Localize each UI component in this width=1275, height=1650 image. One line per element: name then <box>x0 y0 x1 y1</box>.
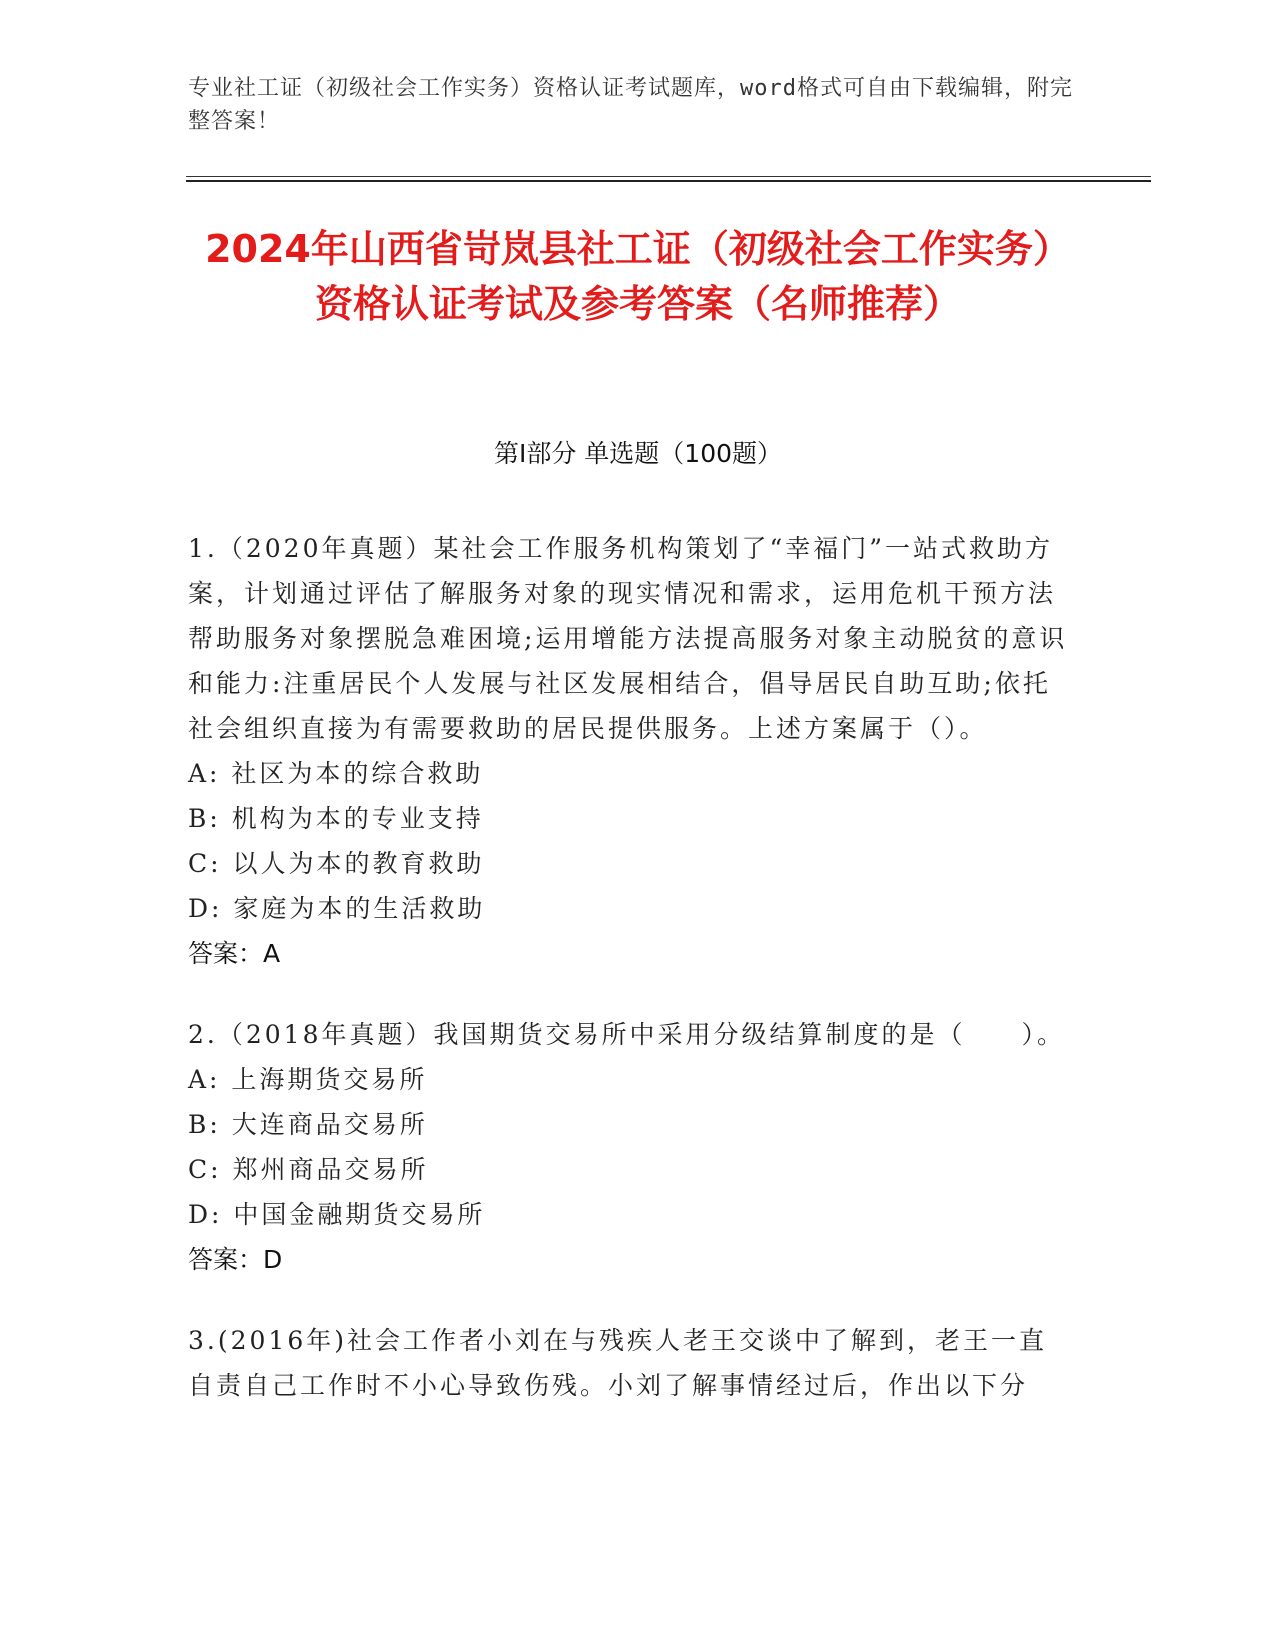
option-a: A: 社区为本的综合救助 <box>188 759 484 788</box>
option-c: C: 以人为本的教育救助 <box>188 849 485 878</box>
document-title: 2024年山西省岢岚县社工证（初级社会工作实务）资格认证考试及参考答案（名师推荐） <box>205 227 1071 326</box>
option-d: D: 中国金融期货交易所 <box>188 1200 486 1229</box>
option-d: D: 家庭为本的生活救助 <box>188 894 486 923</box>
question-3 <box>188 1318 1068 1408</box>
question-stem: 1.（2020年真题）某社会工作服务机构策划了“幸福门”一站式救助方案，计划通过评估了解服务对象的现实情况和需求，运用危机干预方法帮助服务对象摆脱急难困境;运用增能方法提高服务对象主动脱贫的意识和能力:注重居民个人发展与社区发展相结合，倡导居民自助互助;依托社会组织直接为有需要救助的居民提供服务。上述方案属于（）。 <box>188 534 1068 743</box>
option-a: A: 上海期货交易所 <box>188 1065 428 1094</box>
option-b: B: 大连商品交易所 <box>188 1110 428 1139</box>
question-2 <box>188 1012 1068 1282</box>
option-c: C: 郑州商品交易所 <box>188 1155 429 1184</box>
header-divider-thick <box>186 180 1151 182</box>
option-b: B: 机构为本的专业支持 <box>188 804 484 833</box>
answer: 答案：A <box>188 939 281 968</box>
question-1 <box>188 526 1068 976</box>
header-divider-thin <box>186 176 1151 177</box>
question-stem: 3.(2016年)社会工作者小刘在与残疾人老王交谈中了解到，老王一直自责自己工作时不小心导致伤残。小刘了解事情经过后，作出以下分 <box>188 1326 1047 1400</box>
questions-list <box>188 526 1068 1444</box>
section-heading: 第I部分 单选题（100题） <box>493 439 783 468</box>
question-stem: 2.（2018年真题）我国期货交易所中采用分级结算制度的是（ ）。 <box>188 1020 1065 1049</box>
answer: 答案：D <box>188 1245 283 1274</box>
header-note: 专业社工证（初级社会工作实务）资格认证考试题库，word格式可自由下载编辑，附完整答案！ <box>188 76 1073 134</box>
